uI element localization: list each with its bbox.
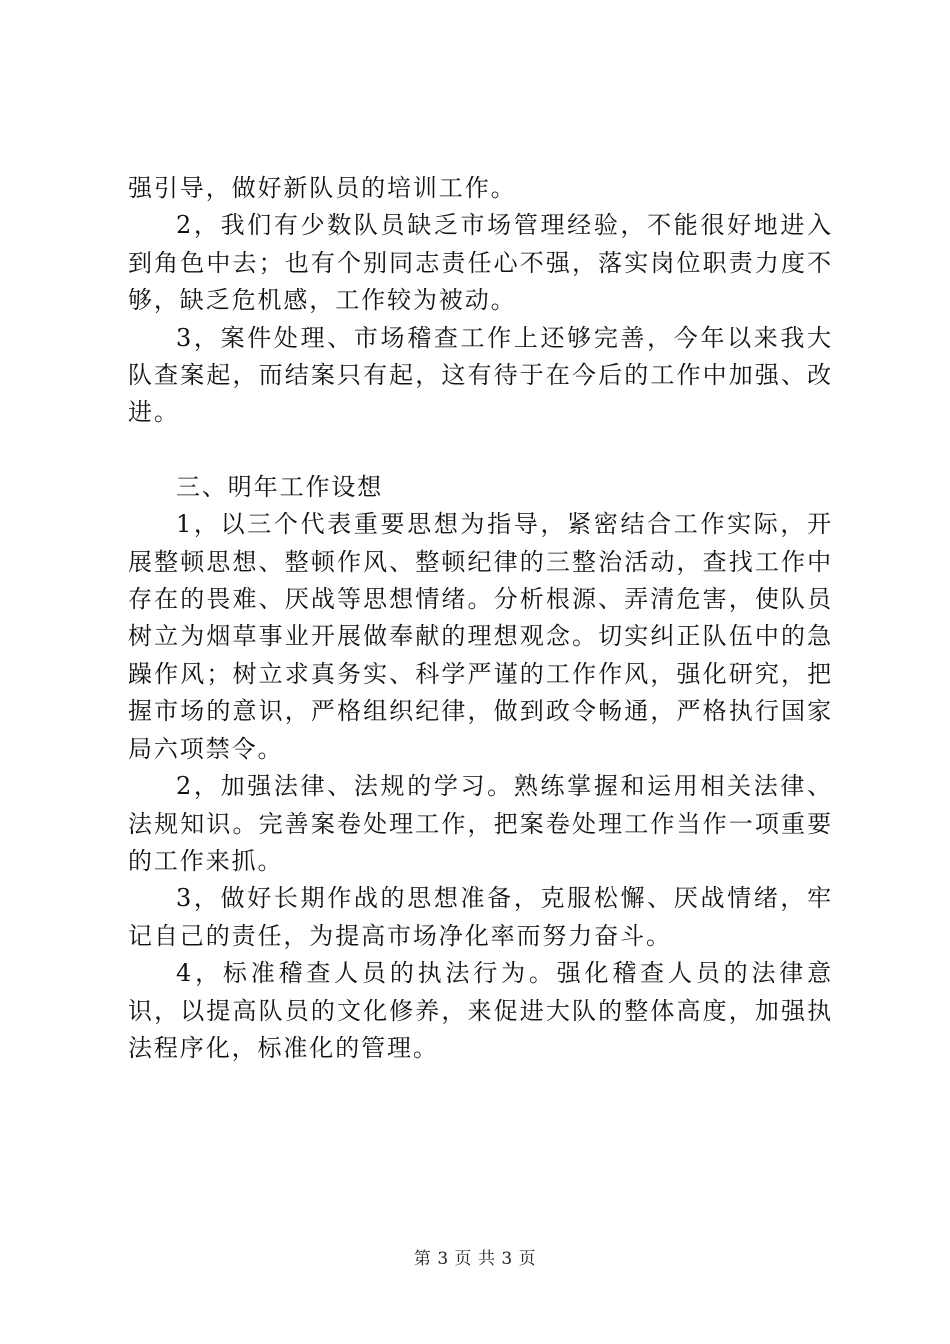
document-body <box>128 170 833 1067</box>
paragraph-plan-1: 1，以三个代表重要思想为指导，紧密结合工作实际，开展整顿思想、整顿作风、整顿纪律的三整治活动，查找工作中存在的畏难、厌战等思想情绪。分析根源、弄清危害，使队员树立为烟草事业开展做奉献的理想观念。切实纠正队伍中的急躁作风；树立求真务实、科学严谨的工作作风，强化研究，把握市场的意识，严格组织纪律，做到政令畅通，严格执行国家局六项禁令。 <box>128 510 833 763</box>
paragraph-issue-3: 3，案件处理、市场稽查工作上还够完善，今年以来我大队查案起，而结案只有起，这有待于在今后的工作中加强、改进。 <box>128 323 833 427</box>
paragraph-plan-2: 2，加强法律、法规的学习。熟练掌握和运用相关法律、法规知识。完善案卷处理工作，把案卷处理工作当作一项重要的工作来抓。 <box>128 772 833 875</box>
paragraph-plan-3: 3，做好长期作战的思想准备，克服松懈、厌战情绪，牢记自己的责任，为提高市场净化率而努力奋斗。 <box>128 884 833 950</box>
section-spacer <box>128 432 833 469</box>
paragraph-continuation: 强引导，做好新队员的培训工作。 <box>128 174 517 202</box>
paragraph-plan-4: 4，标准稽查人员的执法行为。强化稽查人员的法律意识，以提高队员的文化修养，来促进大队的整体高度，加强执法程序化，标准化的管理。 <box>128 959 833 1062</box>
paragraph-issue-2: 2，我们有少数队员缺乏市场管理经验，不能很好地进入到角色中去；也有个别同志责任心不强，落实岗位职责力度不够，缺乏危机感，工作较为被动。 <box>128 211 833 315</box>
page-number-footer: 第 3 页 共 3 页 <box>413 1249 537 1269</box>
section-heading: 三、明年工作设想 <box>176 472 384 501</box>
